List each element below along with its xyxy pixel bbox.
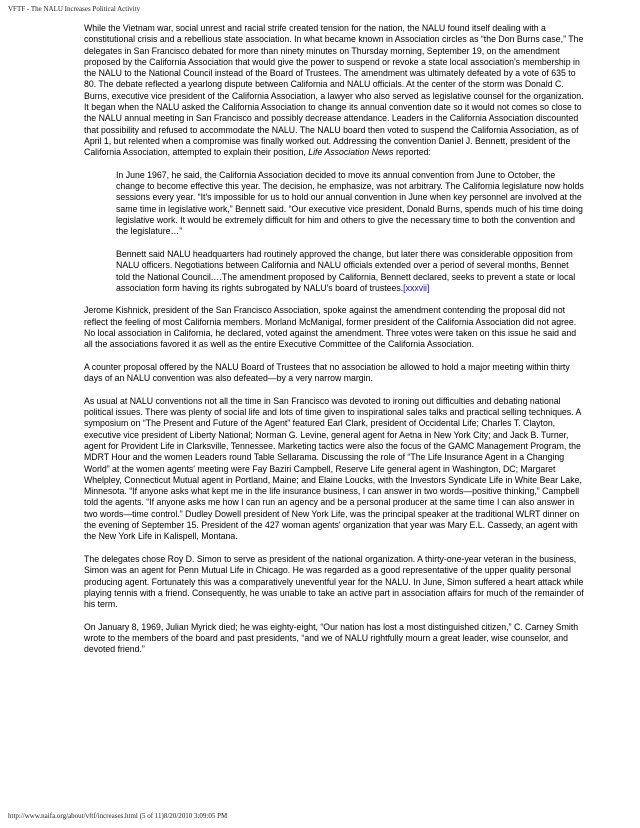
paragraph-kishnick: Jerome Kishnick, president of the San Francisco Association, spoke against the amendment contending the proposal did not reflect the feeling of most California members. Morland McManigal, former president of the California Association did not agree. No local association in California, he declared, voted against the amendment. Three votes were taken on this issue he said and all the associations favored it as well as the entire Executive Committee of the California Association. bbox=[84, 305, 577, 350]
publication-title: Life Association News bbox=[308, 147, 394, 158]
paragraph-counter-proposal: A counter proposal offered by the NALU Board of Trustees that no association be allowed to hold a major meeting within thirty days of an NALU convention was also defeated—by a very narrow margin. bbox=[84, 361, 570, 384]
quote-paragraph-2 bbox=[116, 249, 584, 294]
footnote-link[interactable]: [xxxvii] bbox=[403, 282, 430, 293]
page-footer-url: http://www.naifa.org/about/vftf/increases.html (5 of 11)8/20/2010 3:09:05 PM bbox=[8, 812, 228, 820]
quote-text: Bennett said NALU headquarters had routinely approved the change, but later there was considerable opposition from NALU officers. Negotiations between California and NALU officials extended over a period of several months, Bennet told the National Council.…The amendment proposed by California, Bennett declared, seeks to prevent a state or local association form having its rights subrogated by NALU's board of trustees. bbox=[116, 248, 576, 293]
paragraph-text: reported: bbox=[393, 147, 431, 158]
quote-paragraph-1: In June 1967, he said, the California Association decided to move its annual convention from June to October, the change to become effective this year. The decision, he emphasize, was not arbitrary. The California legislature now holds sessions every year. “It's impossible for us to hold our annual convention in June when key personnel are involved at the same time in legislative work,” Bennett said. “Our executive vice president, Donald Burns, spends much of his time doing legislative work. It would be extremely difficult for him and others to give the necessary time to both the convention and the legislature…” bbox=[116, 169, 584, 237]
paragraph-convention-social: As usual at NALU conventions not all the time in San Francisco was devoted to ironing out difficulties and debating national political issues. There was plenty of social life and lots of time given to inspirational sales talks and practical selling techniques. A symposium on “The Present and Future of the Agent” featured Earl Clark, president of Occidental Life; Charles T. Clayton, executive vice president of Liberty National; Norman G. Levine, general agent for Aetna in New York City; and Jack B. Turner, agent for Provident Life in Clarksville, Tennessee. Marketing tactics were also the focus of the GAMC Management Program, the MDRT Hour and the women Leaders round Table Sellarama. Discussing the role of “The Life Insurance Agent in a Changing World” at the women agents' meeting were Fay Baziri Campbell, Reserve Life general agent in Washington, DC; Margaret Whelpley, Connecticut Mutual agent in Portland, Maine; and Elaine Loucks, with the Investors Syndicate Life in White Bear Lake, Minnesota. “If anyone asks what kept me in the life insurance business, I can answer in two words—positive thinking,” Campbell told the agents. “If anyone asks me how I can run an agency and be a personal producer at the same time I can also answer in two words—time control.” Dudley Dowell president of New York Life, was the principal speaker at the traditional WLRT dinner on the evening of September 15. President of the 427 woman agents' organization that year was Mary E.L. Cassedy, an agent with the New York Life in Kalispell, Montana. bbox=[84, 395, 582, 542]
block-quote bbox=[116, 170, 584, 294]
paragraph-don-burns-case bbox=[84, 23, 584, 159]
paragraph-roy-simon: The delegates chose Roy D. Simon to serve as president of the national organization. A thirty-one-year veteran in the business, Simon was an agent for Penn Mutual Life in Chicago. He was regarded as a good representative of the upper quality personal producing agent. Fortunately this was a comparatively uneventful year for the NALU. In June, Simon suffered a heart attack while playing tennis with a friend. Consequently, he was unable to take an active part in association affairs for much of the remainder of his term. bbox=[84, 553, 584, 610]
paragraph-text: While the Vietnam war, social unrest and racial strife created tension for the nation, the NALU found itself dealing with a constitutional crisis and a rebellious state association. In what became known in Association circles as “the Don Burns case,” The delegates in San Francisco debated for more than ninety minutes on Thursday morning, September 19, on the amendment proposed by the California Association that would give the power to suspend or revoke a state local association's membership in the NALU to the National Council instead of the Board of Trustees. The amendment was ultimately defeated by a vote of 635 to 80. The debate reflected a yearlong dispute between California and NALU officials. At the center of the storm was Donald C. Burns, executive vice president of the California Association, a lawyer who also served as legislative counsel for the organization. It began when the NALU asked the California Association to change its annual convention date so it would not comes so close to the NALU annual meeting in San Francisco and possibly decrease attendance. Leaders in the California Association discounted that possibility and refused to accommodate the NALU. The NALU board then voted to suspend the California Association, as of April 1, but relented when a compromise was finally worked out. Addressing the convention Daniel J. Bennett, president of the California Association, attempted to explain their position, bbox=[84, 23, 584, 158]
page-header: VFTF - The NALU Increases Political Activity bbox=[8, 5, 141, 13]
paragraph-julian-myrick: On January 8, 1969, Julian Myrick died; he was eighty-eight, “Our nation has lost a most distinguished citizen,” C. Carney Smith wrote to the members of the board and past presidents, “and we of NALU rightfully mourn a great leader, wise counselor, and devoted friend.” bbox=[84, 621, 579, 655]
article-body bbox=[84, 23, 584, 667]
